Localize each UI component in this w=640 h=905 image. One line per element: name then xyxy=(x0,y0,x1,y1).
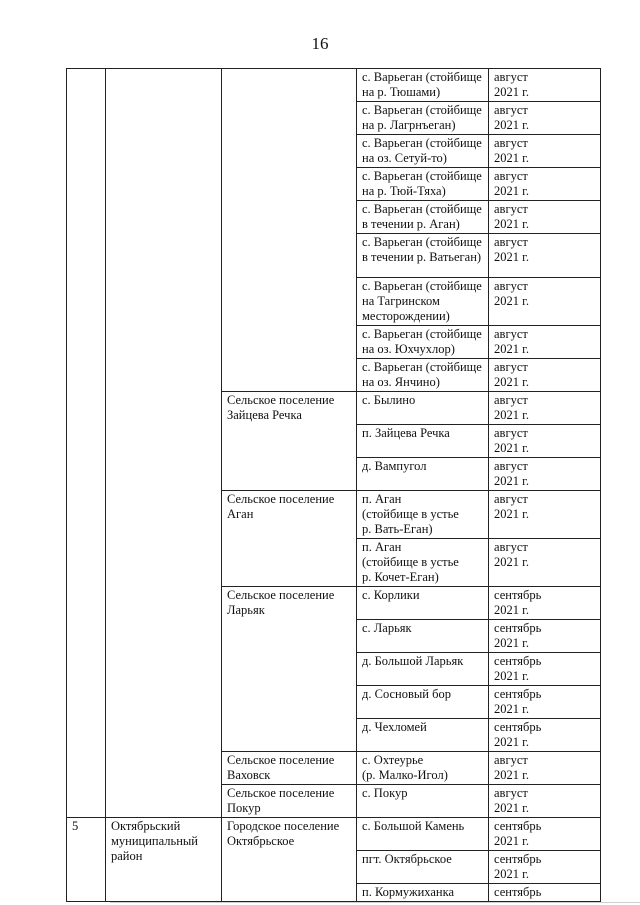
place-cell: с. Охтеурье (р. Малко-Игол) xyxy=(357,752,489,785)
district-cell: Октябрьский муниципальный район xyxy=(106,818,222,902)
date-cell: август 2021 г. xyxy=(489,425,601,458)
date-cell: сентябрь xyxy=(489,884,601,902)
date-cell: август 2021 г. xyxy=(489,278,601,326)
scan-edge-line xyxy=(110,902,640,903)
date-cell: август 2021 г. xyxy=(489,69,601,102)
date-cell: август 2021 г. xyxy=(489,785,601,818)
place-cell: д. Вампугол xyxy=(357,458,489,491)
table-row xyxy=(67,69,601,102)
date-cell: август 2021 г. xyxy=(489,491,601,539)
place-cell: п. Кормужиханка xyxy=(357,884,489,902)
settlement-cell: Сельское поселение Аган xyxy=(222,491,357,587)
place-cell: с. Варьеган (стойбище на р. Тюй-Тяха) xyxy=(357,168,489,201)
place-cell: с. Варьеган (стойбище на оз. Юхчухлор) xyxy=(357,326,489,359)
place-cell: с. Варьеган (стойбище в течении р. Аган) xyxy=(357,201,489,234)
place-cell: с. Варьеган (стойбище на р. Тюшами) xyxy=(357,69,489,102)
date-cell: август 2021 г. xyxy=(489,539,601,587)
schedule-body xyxy=(67,69,601,902)
place-cell: с. Варьеган (стойбище на р. Лагрнъеган) xyxy=(357,102,489,135)
page-number: 16 xyxy=(311,34,329,53)
settlement-cell: Сельское поселение Ларьяк xyxy=(222,587,357,752)
schedule-table xyxy=(66,68,601,902)
date-cell: август 2021 г. xyxy=(489,135,601,168)
settlement-cell: Сельское поселение Зайцева Речка xyxy=(222,392,357,491)
place-cell: пгт. Октябрьское xyxy=(357,851,489,884)
place-cell: с. Варьеган (стойбище на оз. Янчино) xyxy=(357,359,489,392)
settlement-cell xyxy=(222,69,357,392)
date-cell: август 2021 г. xyxy=(489,392,601,425)
date-cell: сентябрь 2021 г. xyxy=(489,818,601,851)
place-cell: д. Чехломей xyxy=(357,719,489,752)
place-cell: д. Сосновый бор xyxy=(357,686,489,719)
place-cell: п. Аган (стойбище в устье р. Кочет-Еган) xyxy=(357,539,489,587)
place-cell: с. Варьеган (стойбище в течении р. Ватьеган) xyxy=(357,234,489,278)
date-cell: август 2021 г. xyxy=(489,168,601,201)
date-cell: сентябрь 2021 г. xyxy=(489,653,601,686)
place-cell: с. Покур xyxy=(357,785,489,818)
place-cell: д. Большой Ларьяк xyxy=(357,653,489,686)
date-cell: август 2021 г. xyxy=(489,458,601,491)
date-cell: август 2021 г. xyxy=(489,752,601,785)
settlement-cell: Сельское поселение Ваховск xyxy=(222,752,357,785)
date-cell: август 2021 г. xyxy=(489,234,601,278)
place-cell: с. Корлики xyxy=(357,587,489,620)
date-cell: сентябрь 2021 г. xyxy=(489,587,601,620)
date-cell: сентябрь 2021 г. xyxy=(489,851,601,884)
date-cell: август 2021 г. xyxy=(489,359,601,392)
row-number-cell xyxy=(67,69,106,818)
row-number-cell: 5 xyxy=(67,818,106,902)
place-cell: с. Варьеган (стойбище на оз. Сетуй-то) xyxy=(357,135,489,168)
place-cell: с. Былино xyxy=(357,392,489,425)
date-cell: сентябрь 2021 г. xyxy=(489,719,601,752)
place-cell: с. Большой Камень xyxy=(357,818,489,851)
date-cell: август 2021 г. xyxy=(489,326,601,359)
place-cell: с. Варьеган (стойбище на Тагринском месторождении) xyxy=(357,278,489,326)
settlement-cell: Сельское поселение Покур xyxy=(222,785,357,818)
table-row xyxy=(67,818,601,851)
settlement-cell: Городское поселение Октябрьское xyxy=(222,818,357,902)
date-cell: август 2021 г. xyxy=(489,102,601,135)
place-cell: п. Зайцева Речка xyxy=(357,425,489,458)
date-cell: сентябрь 2021 г. xyxy=(489,620,601,653)
date-cell: сентябрь 2021 г. xyxy=(489,686,601,719)
district-cell xyxy=(106,69,222,818)
place-cell: п. Аган (стойбище в устье р. Вать-Еган) xyxy=(357,491,489,539)
date-cell: август 2021 г. xyxy=(489,201,601,234)
place-cell: с. Ларьяк xyxy=(357,620,489,653)
